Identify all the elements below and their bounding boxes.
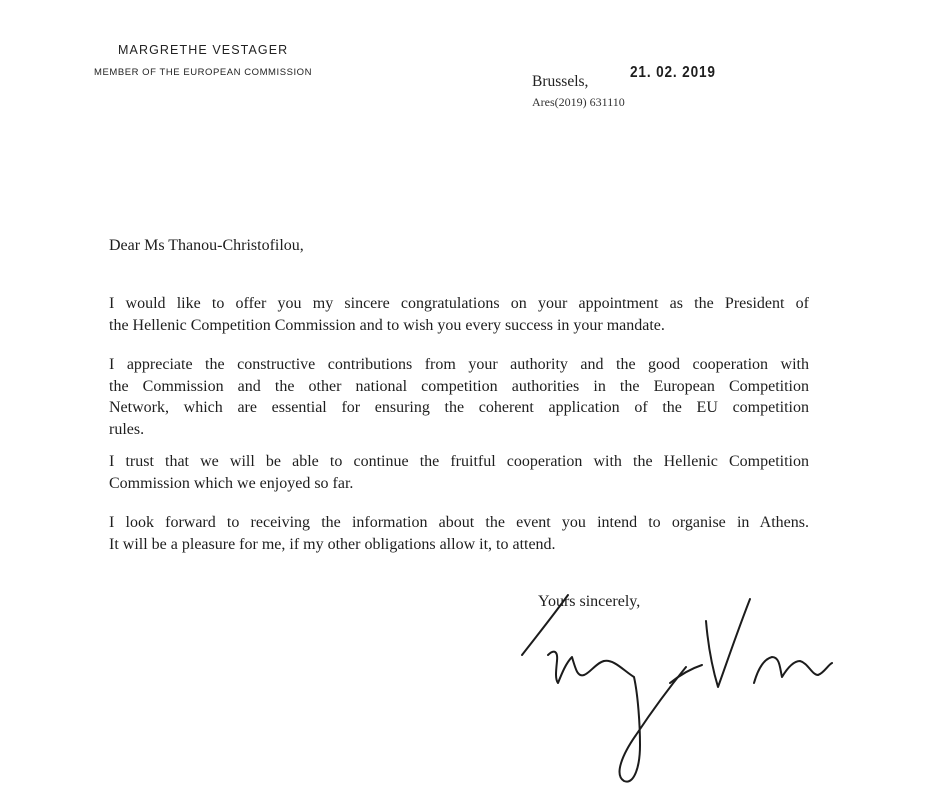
paragraph-line: Commission which we enjoyed so far. (109, 474, 354, 492)
paragraph-line: I trust that we will be able to continue the fruitful cooperation with the Hellenic Competition (109, 453, 809, 470)
paragraph-line: the Hellenic Competition Commission and to wish you every success in your mandate. (109, 316, 665, 334)
paragraph-line: I would like to offer you my sincere congratulations on your appointment as the President of (109, 295, 809, 312)
body-paragraph-2 (109, 354, 809, 440)
body-paragraph-4 (109, 512, 809, 555)
paragraph-line: I look forward to receiving the information about the event you intend to organise in Athens. (109, 514, 809, 531)
paragraph-line: I appreciate the constructive contributions from your authority and the good cooperation with (109, 356, 809, 373)
sender-title: MEMBER OF THE EUROPEAN COMMISSION (94, 67, 313, 78)
body-paragraph-3 (109, 451, 809, 494)
sender-name: MARGRETHE VESTAGER (118, 43, 289, 57)
place-line: Brussels, (532, 73, 589, 90)
paragraph-line: It will be a pleasure for me, if my other obligations allow it, to attend. (109, 535, 556, 553)
paragraph-line: Network, which are essential for ensuring the coherent application of the EU competition (109, 399, 809, 416)
date-stamp: 21. 02. 2019 (630, 64, 716, 81)
reference-number: Ares(2019) 631110 (532, 95, 625, 109)
closing: Yours sincerely, (538, 593, 641, 610)
paragraph-line: rules. (109, 420, 145, 438)
salutation: Dear Ms Thanou-Christofilou, (109, 237, 304, 254)
handwritten-signature (510, 585, 850, 800)
paragraph-line: the Commission and the other national competition authorities in the European Competition (109, 377, 809, 395)
body-paragraph-1 (109, 293, 809, 336)
